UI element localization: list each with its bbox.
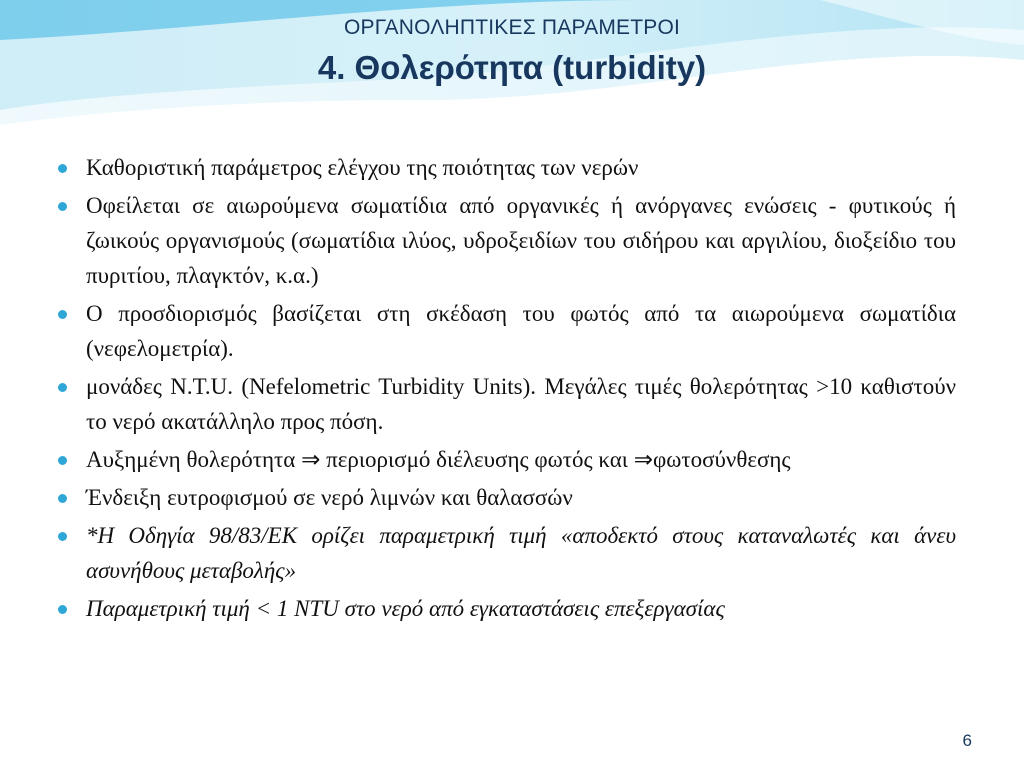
bullet-item	[58, 150, 956, 185]
bullet-text: Ένδειξη ευτροφισμού σε νερό λιμνών και θαλασσών	[86, 485, 573, 510]
bullet-text: *Η Οδηγία 98/83/ΕΚ ορίζει παραμετρική τιμή «αποδεκτό στους καταναλωτές και άνευ ασυνήθους μεταβολής»	[86, 523, 956, 583]
bullet-item	[58, 369, 956, 439]
bullet-dot-icon	[58, 164, 67, 173]
bullet-item	[58, 442, 956, 477]
bullet-item	[58, 591, 956, 626]
bullet-dot-icon	[58, 532, 67, 541]
page-number: 6	[962, 731, 972, 750]
bullet-text: Ο προσδιορισμός βασίζεται στη σκέδαση του φωτός από τα αιωρούμενα σωματίδια (νεφελομετρία).	[86, 301, 956, 361]
bullet-dot-icon	[58, 456, 67, 465]
bullet-dot-icon	[58, 383, 67, 392]
bullet-text: Οφείλεται σε αιωρούμενα σωματίδια από οργανικές ή ανόργανες ενώσεις - φυτικούς ή ζωικούς οργανισμούς (σωματίδια ιλύος, υδροξειδίων του σιδήρου και αργιλίου, διοξείδιο του πυριτίου, πλαγκτόν, κ.α.)	[86, 193, 956, 288]
bullet-dot-icon	[58, 605, 67, 614]
bullet-item	[58, 296, 956, 366]
slide-content	[58, 150, 956, 629]
bullet-text: μονάδες N.T.U. (Nefelometric Turbidity Units). Μεγάλες τιμές θολερότητας >10 καθιστούν το νερό ακατάλληλο προς πόση.	[86, 374, 956, 434]
bullet-item	[58, 480, 956, 515]
bullet-text: Αυξημένη θολερότητα ⇒ περιορισμό διέλευσης φωτός και ⇒φωτοσύνθεσης	[86, 447, 791, 472]
slide-subtitle: ΟΡΓΑΝΟΛΗΠΤΙΚΕΣ ΠΑΡΑΜΕΤΡΟΙ	[343, 16, 681, 39]
bullet-dot-icon	[58, 494, 67, 503]
bullet-text: Παραμετρική τιμή < 1 NTU στο νερό από εγκαταστάσεις επεξεργασίας	[86, 596, 725, 621]
title-block	[0, 14, 1024, 90]
slide-title: 4. Θολερότητα (turbidity)	[317, 49, 707, 86]
bullet-dot-icon	[58, 202, 67, 211]
bullet-item	[58, 188, 956, 293]
bullet-text: Καθοριστική παράμετρος ελέγχου της ποιότητας των νερών	[86, 155, 639, 180]
bullet-item	[58, 518, 956, 588]
bullet-dot-icon	[58, 310, 67, 319]
bullet-list	[58, 150, 956, 626]
